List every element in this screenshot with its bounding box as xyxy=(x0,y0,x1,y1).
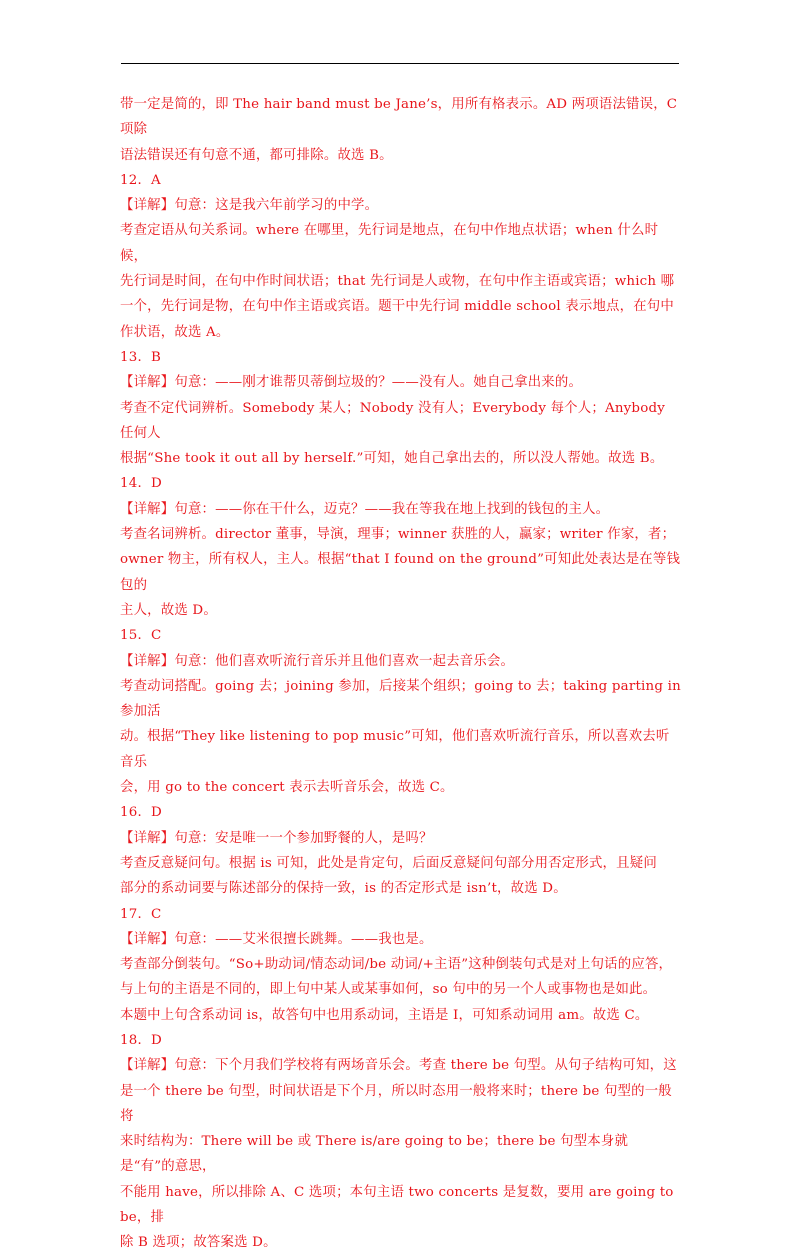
question-number: 14．D xyxy=(120,476,162,492)
question-number: 12．A xyxy=(120,172,161,188)
translation-line: 【详解】句意：——艾米很擅长跳舞。——我也是。 xyxy=(120,931,433,947)
text-line: 本题中上句含系动词 is，故答句中也用系动词，主语是 I，可知系动词用 am。故选 C。 xyxy=(120,1007,649,1023)
translation-line: 【详解】句意：他们喜欢听流行音乐并且他们喜欢一起去音乐会。 xyxy=(120,653,515,669)
text-line: 考查名词辨析。director 董事，导演，理事；winner 获胜的人，赢家；writer 作家，者； xyxy=(120,527,676,543)
question-number: 15．C xyxy=(120,628,162,644)
text-line: owner 物主，所有权人，主人。根据“that I found on the ground”可知此处表达是在等钱包的 xyxy=(120,552,681,593)
question-number: 17．C xyxy=(120,906,162,922)
text-line: 除 B 选项；故答案选 D。 xyxy=(120,1235,277,1251)
text-line: 不能用 have，所以排除 A、C 选项；本句主语 two concerts 是复数，要用 are going to be，排 xyxy=(120,1184,674,1226)
text-line: 根据“She took it out all by herself.”可知，她自己拿出去的，所以没人帮她。故选 B。 xyxy=(120,451,664,467)
question-number: 13．B xyxy=(120,349,162,365)
text-line: 动。根据“They like listening to pop music”可知，他们喜欢听流行音乐，所以喜欢去听音乐 xyxy=(120,729,670,770)
text-line: 是一个 there be 句型，时间状语是下个月，所以时态用一般将来时；there be 句型的一般将 xyxy=(120,1083,672,1124)
text-line: 一个，先行词是物，在句中作主语或宾语。题干中先行词 middle school 表示地点，在句中 xyxy=(120,299,674,315)
text-line: 与上句的主语是不同的，即上句中某人或某事如何，so 句中的另一个人或事物也是如此。 xyxy=(120,982,657,998)
text-line: 考查动词搭配。going 去；joining 参加，后接某个组织；going to 去；taking parting in 参加活 xyxy=(120,678,681,720)
text-line: 先行词是时间，在句中作时间状语；that 先行词是人或物，在句中作主语或宾语；which 哪 xyxy=(120,274,675,290)
text-line: 考查反意疑问句。根据 is 可知，此处是肯定句，后面反意疑问句部分用否定形式，且疑问 xyxy=(120,855,657,871)
text-line: 语法错误还有句意不通，都可排除。故选 B。 xyxy=(120,147,393,163)
text-line: 会，用 go to the concert 表示去听音乐会，故选 C。 xyxy=(120,780,454,796)
text-line: 考查部分倒装句。“So+助动词/情态动词/be 动词/+主语”这种倒装句式是对上句话的应答， xyxy=(120,957,673,973)
question-number: 16．D xyxy=(120,805,162,821)
question-number: 18．D xyxy=(120,1032,162,1048)
text-line: 部分的系动词要与陈述部分的保持一致，is 的否定形式是 isn’t，故选 D。 xyxy=(120,881,567,897)
translation-line: 【详解】句意：安是唯一一个参加野餐的人，是吗？ xyxy=(120,830,433,846)
translation-line: 【详解】句意：——你在干什么，迈克？——我在等我在地上找到的钱包的主人。 xyxy=(120,501,610,517)
text-line: 作状语，故选 A。 xyxy=(120,324,230,340)
translation-line: 【详解】句意：下个月我们学校将有两场音乐会。考查 there be 句型。从句子结构可知，这 xyxy=(120,1058,677,1074)
text-line: 来时结构为：There will be 或 There is/are going to be；there be 句型本身就是“有”的意思， xyxy=(120,1134,629,1175)
text-line: 考查不定代词辨析。Somebody 某人；Nobody 没有人；Everybody 每个人；Anybody 任何人 xyxy=(120,400,665,441)
answer-explanations xyxy=(120,92,682,1256)
translation-line: 【详解】句意：——刚才谁帮贝蒂倒垃圾的？——没有人。她自己拿出来的。 xyxy=(120,375,583,391)
translation-line: 【详解】句意：这是我六年前学习的中学。 xyxy=(120,198,379,214)
text-line: 带一定是简的，即 The hair band must be Jane’s，用所有格表示。AD 两项语法错误，C 项除 xyxy=(120,97,678,138)
header-rule xyxy=(121,63,679,64)
text-line: 主人，故选 D。 xyxy=(120,602,217,618)
text-line: 考查定语从句关系词。where 在哪里，先行词是地点，在句中作地点状语；when 什么时候， xyxy=(120,223,659,264)
